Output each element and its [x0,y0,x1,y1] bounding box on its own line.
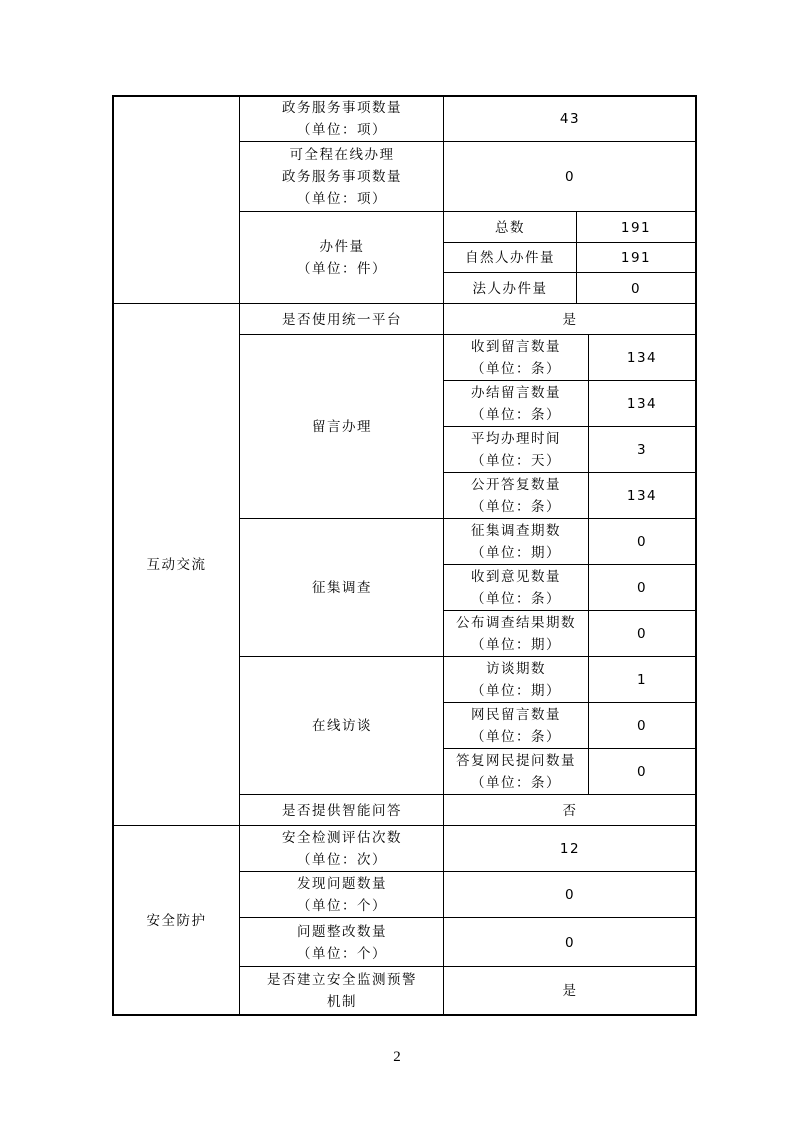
table-border [112,1014,697,1016]
row-label-text: 发现问题数量 （单位：个） [297,876,387,914]
row-divider [444,242,697,243]
column-divider [576,212,577,304]
subrow-label: 平均办理时间 （单位：天） [471,431,561,469]
group-label: 留言办理 [312,419,372,435]
row-label [240,918,444,967]
subrow-value: 191 [620,219,652,236]
table-border [112,95,697,97]
subrow-value: 3 [636,442,648,458]
subrow-label: 访谈期数 （单位：期） [471,661,561,699]
subrow-value: 0 [636,626,648,642]
row-value-text: 否 [562,802,578,819]
subrow-label: 征集调查期数 （单位：期） [471,523,561,561]
row-value [444,795,696,826]
row-value-text: 是 [562,311,578,328]
subrow-value: 0 [636,764,648,780]
subrow-value: 191 [620,250,652,266]
row-divider [240,518,697,519]
row-value-text: 0 [564,169,576,185]
category-cell [113,96,240,304]
row-divider [444,472,697,473]
row-label-text: 是否建立安全监测预警 机制 [267,972,417,1010]
row-value [444,872,696,918]
row-label [240,795,444,826]
subrow-value: 1 [636,672,648,688]
row-label [240,304,444,335]
row-divider [444,380,697,381]
row-value-text: 12 [559,841,581,857]
row-value-text: 是 [562,983,578,999]
category-label: 安全防护 [146,912,207,929]
row-value [444,967,696,1015]
row-value-text: 43 [559,111,581,127]
row-divider [444,748,697,749]
row-value [444,918,696,967]
row-divider [444,564,697,565]
row-label-text: 安全检测评估次数 （单位：次） [282,830,402,868]
row-divider [444,702,697,703]
row-divider [240,966,697,967]
row-value [444,304,696,335]
subrow-label: 网民留言数量 （单位：条） [471,707,561,745]
row-divider [240,794,697,795]
group-label: 征集调查 [312,580,372,596]
subrow-value: 134 [626,488,658,504]
row-divider [240,211,697,212]
row-divider [240,334,697,335]
row-divider [444,610,697,611]
table-border [695,95,697,1016]
table-border [112,95,114,1016]
subrow-label: 公布调查结果期数 （单位：期） [456,615,576,653]
category-label: 互动交流 [146,557,207,573]
row-value-text: 0 [564,934,576,951]
subrow-value: 0 [636,718,648,734]
column-divider [443,95,444,1016]
row-divider [444,426,697,427]
row-value [444,826,696,872]
row-divider [240,917,697,918]
row-divider [240,656,697,657]
category-cell [113,826,240,1015]
row-value [444,96,696,142]
category-cell [113,304,240,826]
row-divider [240,141,697,142]
row-label [240,967,444,1015]
subrow-label: 答复网民提问数量 （单位：条） [456,753,576,791]
subrow-label: 总数 [495,219,525,236]
row-label-text: 是否使用统一平台 [282,311,402,328]
row-divider [112,303,697,304]
subrow-label: 自然人办件量 [465,250,555,266]
row-label [240,96,444,142]
column-divider [239,95,240,1016]
subrow-label: 公开答复数量 （单位：条） [471,477,561,515]
row-value-text: 0 [564,887,576,903]
row-label [240,826,444,872]
row-label-text: 是否提供智能问答 [282,802,402,819]
subrow-label: 收到留言数量 （单位：条） [471,339,561,377]
row-label-text: 政务服务事项数量 （单位：项） [282,100,402,138]
group-label: 在线访谈 [312,718,372,734]
subrow-value: 134 [626,350,658,366]
column-divider [588,335,589,795]
subrow-label: 法人办件量 [472,280,548,297]
row-value [444,142,696,212]
row-divider [444,272,697,273]
page-number: 2 [393,1049,401,1065]
subrow-label: 收到意见数量 （单位：条） [471,569,561,607]
subrow-value: 0 [636,534,648,550]
subrow-value: 0 [630,280,642,297]
row-label-text: 问题整改数量 （单位：个） [297,923,387,962]
row-divider [240,871,697,872]
subrow-label: 办结留言数量 （单位：条） [471,385,561,423]
row-label-text: 可全程在线办理 政务服务事项数量 （单位：项） [282,147,402,207]
row-label [240,212,444,304]
row-divider [112,825,697,826]
subrow-value: 134 [626,396,658,412]
row-label [240,872,444,918]
subrow-value: 0 [636,580,648,596]
row-label [240,142,444,212]
row-label-text: 办件量 （单位：件） [297,239,387,277]
